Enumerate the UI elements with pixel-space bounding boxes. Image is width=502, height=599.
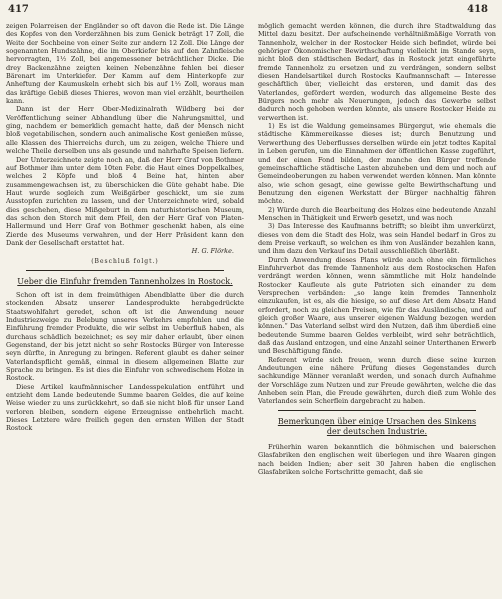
paragraph: möglich gemacht werden können, die durch ihre Stadtwaldung das Mittel dazu besitzt. Der aufscheinende verhältnißmäßige Vorrath von Tannenholz, welcher in der Rostocker Heide sich befindet, würde bei gehöriger Ökonomischer Bewirthschaftung vielleicht im Stande seyn, nicht bloß den städtischen Bedarf, das in Rostock jetzt eingeführte fremde Tannenholz zu ersetzen und zu verdrängen, sondern selbst diesen Handelsartikel durch Rostocks Kaufmannschaft — Interesse geschäftlich über, vielleicht das ersteren, und damit das des Vaterlandes, gefördert werden, wodurch das allgemeine Beste des Bürgers noch mehr als Neuerungen, jedoch das Gewerbe selbst dadurch noch gehoben werden könnte, als unsere Rostocker Heide zu verwerthen ist.: [258, 22, 496, 122]
article-title: [258, 417, 496, 437]
left-column: [6, 22, 244, 476]
paragraph: zeigen Polarreisen der Engländer so oft davon die Rede ist. Die Länge des Kopfes von den Vorderzähnen bis zum Genick beträgt 17 Zoll, die Weite der Sochbeine von einer Seite zur andern 12 Zoll. Die Länge der sogenannten Hundszähne, die im Oberkiefer bis auf den Zahnfleische hervorragten, 1½ Zoll, bei angemessener beträchtlicher Dicke. Die drey Backenzähne zeigten keinen Nebenzähne fehlen bei dieser Bärenart im Unterkiefer. Der Kamm auf dem Hinterkopfe zur Anheftung der Kaumuskeln erhebt sich bis auf 1½ Zoll, woraus man das kräftige Gebiß dieses Thieres, wovon man viel erzählt, beurtheilen kann.: [6, 22, 244, 106]
divider: [26, 270, 224, 271]
paragraph: Der Unterzeichnete zeigte noch an, daß der Herr Graf von Bothmer auf Bothmer ihm unter dem 10ten Febr. die Haut eines Doppelkalbes, welches 2 Köpfe und bloß 4 Beine hat, hinten aber zusammengewachsen ist, zu überschicken die Güte gehabt habe. Die Haut wurde sogleich zum Weißgärber geschickt, um sie zum Ausstopfen zurichten zu lassen, und der Unterzeichnete wird, sobald dies geschehen, diese Mißgeburt in dem naturhistorischen Museum, das schon den Storch mit dem Pfeil, den der Herr Graf von Platen-Hallermund und Herr Graf von Bothmer geschenkt haben, als eine Zierde des Museums verwahren, und der Herr Präsident kann den Dank der Gesellschaft erstattet hat.: [6, 155, 244, 247]
paragraph: Durch Anwendung dieses Plans würde auch ohne ein förmliches Einfuhrverbot das fremde Tannenholz aus dem Rostockschen Hafen verdrängt werden können, wenn sämmtliche mit Holz handelnde Rostocker Kaufleute als gute Patrioten sich einander zu dem Versprechen verbänden: „so lange kein fremdes Tannenholz einzukaufen, ist es, als die hiesige, so auf diese Art dem Absatz Hand erfordert, noch zu gleichen Preisen, wie für das Ausländische, und auf gleich großer Waare, aus unserer eigenen Waldung bezogen werden können.“ Das Vaterland selbst wird den Nutzen, daß ihm überdieß eine bedeutende Summe baaren Geldes verbleibt, wird sehr beträchtlich, daß das Ausland entzogen, und eine Anzahl seiner Unterthanen Erwerb und Beschäftigung fände.: [258, 255, 496, 356]
signature: H. G. Flörke.: [191, 247, 234, 256]
continuation-note: (Beschluß folgt.): [91, 257, 159, 265]
paragraph: Referent würde sich freuen, wenn durch diese seine kurzen Andeutungen eine nähere Prüfung dieses Gegenstandes durch sachkundige Männer veranlaßt werden, und sonach durch Aufnahme der Vorschläge zum Nutzen und zur Freude gewährten, welche die das Anheben sein Plan, die Freude gewährten, durch dieß zum Wohle des Vaterlandes sein Scherflein dargebracht zu haben.: [258, 355, 496, 406]
article-title-line: der deutschen Industrie.: [326, 426, 428, 436]
paragraph: Dann ist der Herr Ober-Medizinalrath Wildberg bei der Veröffentlichung seiner Abhandlung über die Nahrungsmittel, und ging, nachdem er bemerklich gemacht hatte, daß der Mensch nicht bloß vegetabilischen, sondern auch animalische Kost genießen müsse, alle Klassen des Thierreichs durch, um zu zeigen, welche Thiere und welche Theile derselben uns als gesunde und nahrhafte Speisen liefern.: [6, 105, 244, 156]
divider: [278, 410, 476, 411]
article-title-line: Bemerkungen über einige Ursachen des Sinkens: [277, 416, 477, 426]
page-number-left: 417: [8, 4, 29, 15]
paragraph: 2) Würde durch die Bearbeitung des Holzes eine bedeutende Anzahl Menschen in Thätigkeit und Erwerb gesetzt, und was noch: [258, 205, 496, 222]
article-title: Ueber die Einfuhr fremden Tannenholzes in Rostock.: [17, 276, 233, 286]
paragraph: Diese Artikel kaufmännischer Landesspekulation entführt und entzieht dem Lande bedeutende Summe baaren Geldes, die auf keine Weise wieder zu uns zurückkehrt, so daß sie nicht bloß für unser Land verloren bleiben, sondern eigene Erzeugnisse entbehrlich macht. Dieses Letztere wäre freilich gegen den ernsten Willen der Stadt Rostock: [6, 382, 244, 433]
paragraph: 3) Das Interesse des Kaufmanns betrifft; so bleibt ihm unverkürzt, dieses von dem die Stadt des Holz, was sein Handel bedarf in Gros zu dem Preise verkauft, so welchen es ihm von Ausländer bezahlen kann, und ihm dazu den Verkauf ins Detail ausschließlich überläßt.: [258, 222, 496, 256]
right-column: [258, 22, 496, 476]
page-number-right: 418: [467, 4, 488, 15]
paragraph: 1) Es ist die Waldung gemeinsames Bürgergut, wie ehemals die städtische Kämmereikasse dieses ist; durch Benutzung und Verwerthung des Ueberflusses derselben würde ein jetzt todtes Kapital in Leben gerufen, um die Einnahmen der öffentlichen Kasse zugeführt, und der einen Fond bilden, der manche den Bürger treffende gemeinschaftliche städtische Lasten abzuheben und dem und noch auf Gemeindeoberungen zu haben verwendet werden können. Man könnte also, wie schon gesagt, eine gewisse gelte Bewirthschaftung und Benutzung den eigenen Werkstatt der Bürger nachhaltig fähren möchte.: [258, 122, 496, 206]
two-column-body: [6, 22, 496, 476]
paragraph: Früherhin waren bekanntlich die böhmischen und baierschen Glasfabriken den englischen weit überlegen und ihre Waaren gingen nach beiden Indien; aber seit 30 Jahren haben die englischen Glasfabriken solche Fortschritte gemacht, daß sie: [258, 442, 496, 476]
page-header: [6, 4, 496, 20]
paragraph: Schon oft ist in dem freimüthigen Abendblatte über die durch stockenden Absatz unserer Landesprodukte herabgedrückte Staatswohlfahrt geredet, schon oft ist die Anwendung neuer Industriezweige zu Belebung unseres Verkehrs empfohlen und die Einführung fremder Produkte, die wir selbst im Ueberfluß haben, als durchaus schädlich bezeichnet; es sey mir daher erlaubt, über einen Gegenstand, der bis jetzt nicht so sehr Rostocks Bürger von Interesse seyn dürfte, in Anregung zu bringen. Referent glaubt es daher seiner Vaterlandspflicht gemäß, einmal in diesem allgemeinen Blatte zur Sprache zu bringen. Es ist dies die Einfuhr von schwedischem Holze in Rostock.: [6, 290, 244, 383]
